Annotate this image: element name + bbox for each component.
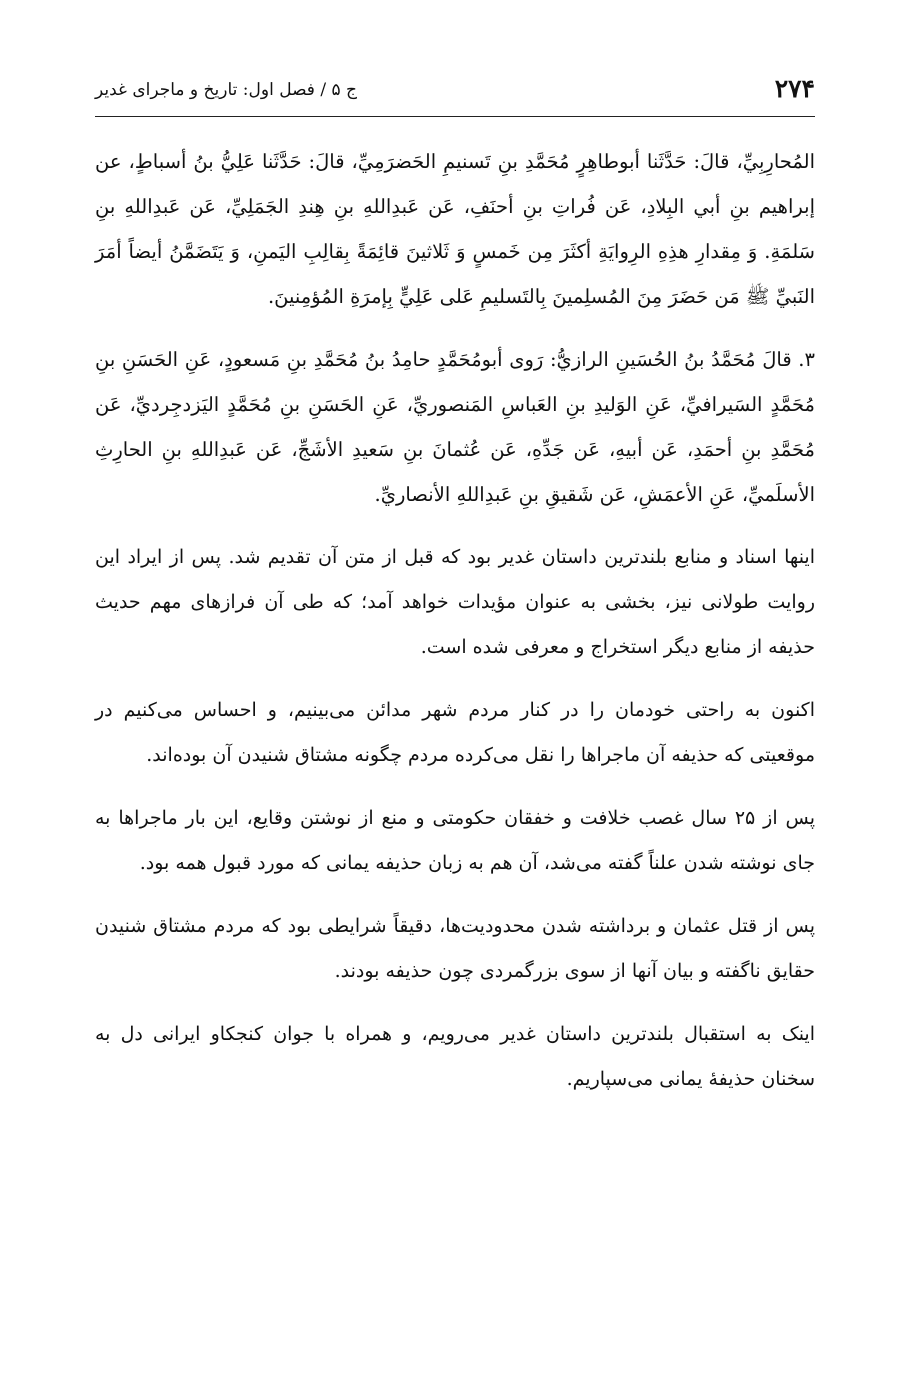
page-header — [95, 60, 815, 117]
paragraph-after-uthman: پس از قتل عثمان و برداشته شدن محدودیت‌ها، دقیقاً شرایطی بود که مردم مشتاق شنیدن حقایق ناگفته و بیان آنها از سوی بزرگمردی چون حذیفه بودند. — [95, 915, 815, 982]
paragraph-welcome: اینک به استقبال بلندترین داستان غدیر می‌رویم، و همراه با جوان کنجکاو ایرانی دل به سخنان حذیفهٔ یمانی می‌سپاریم. — [95, 1023, 815, 1090]
paragraph-arabic-isnad-1: المُحارِبِيِّ، قالَ: حَدَّثَنا أبوطاهِرٍ مُحَمَّدِ بنِ تَسنيمِ الحَضرَمِيِّ، قالَ: حَدَّثَنا عَلِيُّ بنُ أسباطٍ، عن إبراهيم بنِ أبي البِلادِ، عَن فُراتِ بنِ أحنَفِ، عَن عَبدِاللهِ بنِ هِندِ الجَمَلِيِّ، عَن عَبدِاللهِ بنِ سَلمَةِ. وَ مِقدارِ هذِهِ الرِوايَةِ أكثَرَ مِن خَمسٍ وَ ثَلاثينَ قائِمَةً بِقالِبِ اليَمنِ، وَ يَتَضَمَّنُ أيضاً أمَرَ النَبيِّ ﷺ مَن حَضَرَ مِنَ المُسلِمينَ بِالتَسليمِ عَلى عَلِيٍّ بِإمرَةِ المُؤمِنينَ. — [95, 150, 815, 308]
page-body — [95, 117, 815, 1102]
paragraph-25-years: پس از ۲۵ سال غصب خلافت و خفقان حکومتی و منع از نوشتن وقایع، این بار ماجراها به جای نوشته شدن علناً گفته می‌شد، آن هم به زبان حذیفه یمانی که مورد قبول همه بود. — [95, 807, 815, 874]
paragraph-sources-note: اینها اسناد و منابع بلندترین داستان غدیر بود که قبل از متن آن تقدیم شد. پس از ایراد این روایت طولانی نیز، بخشی به عنوان مؤیدات خواهد آمد؛ که طی آن فرازهای مهم حدیث حذیفه از منابع دیگر استخراج و معرفی شده است. — [95, 546, 815, 658]
book-page — [95, 60, 815, 1120]
paragraph-arabic-isnad-2: ۳. قالَ مُحَمَّدُ بنُ الحُسَينِ الرازيُّ: رَوى أبومُحَمَّدٍ حامِدُ بنُ مُحَمَّدِ بنِ مَسعودٍ، عَنِ الحَسَنِ بنِ مُحَمَّدٍ السَيرافيِّ، عَنِ الوَليدِ بنِ العَباسِ المَنصوريِّ، عَنِ الحَسَنِ بنِ مُحَمَّدٍ اليَزدجِرديِّ، عَن مُحَمَّدِ بنِ أحمَدِ، عَن أبيهِ، عَن جَدِّهِ، عَن عُثمانَ بنِ سَعيدِ الأشَجِّ، عَن عَبدِاللهِ بنِ الحارِثِ الأسلَميِّ، عَنِ الأعمَشِ، عَن شَقيقِ بنِ عَبدِاللهِ الأنصاريِّ. — [95, 348, 815, 506]
paragraph-madain: اکنون به راحتی خودمان را در کنار مردم شهر مدائن می‌بینیم، و احساس می‌کنیم در موقعیتی که حذیفه آن ماجراها را نقل می‌کرده مردم چگونه مشتاق شنیدن آن بوده‌اند. — [95, 699, 815, 766]
page-number: ۲۷۴ — [774, 74, 815, 103]
running-title: ج ۵ / فصل اول: تاریخ و ماجرای غدیر — [95, 80, 358, 100]
